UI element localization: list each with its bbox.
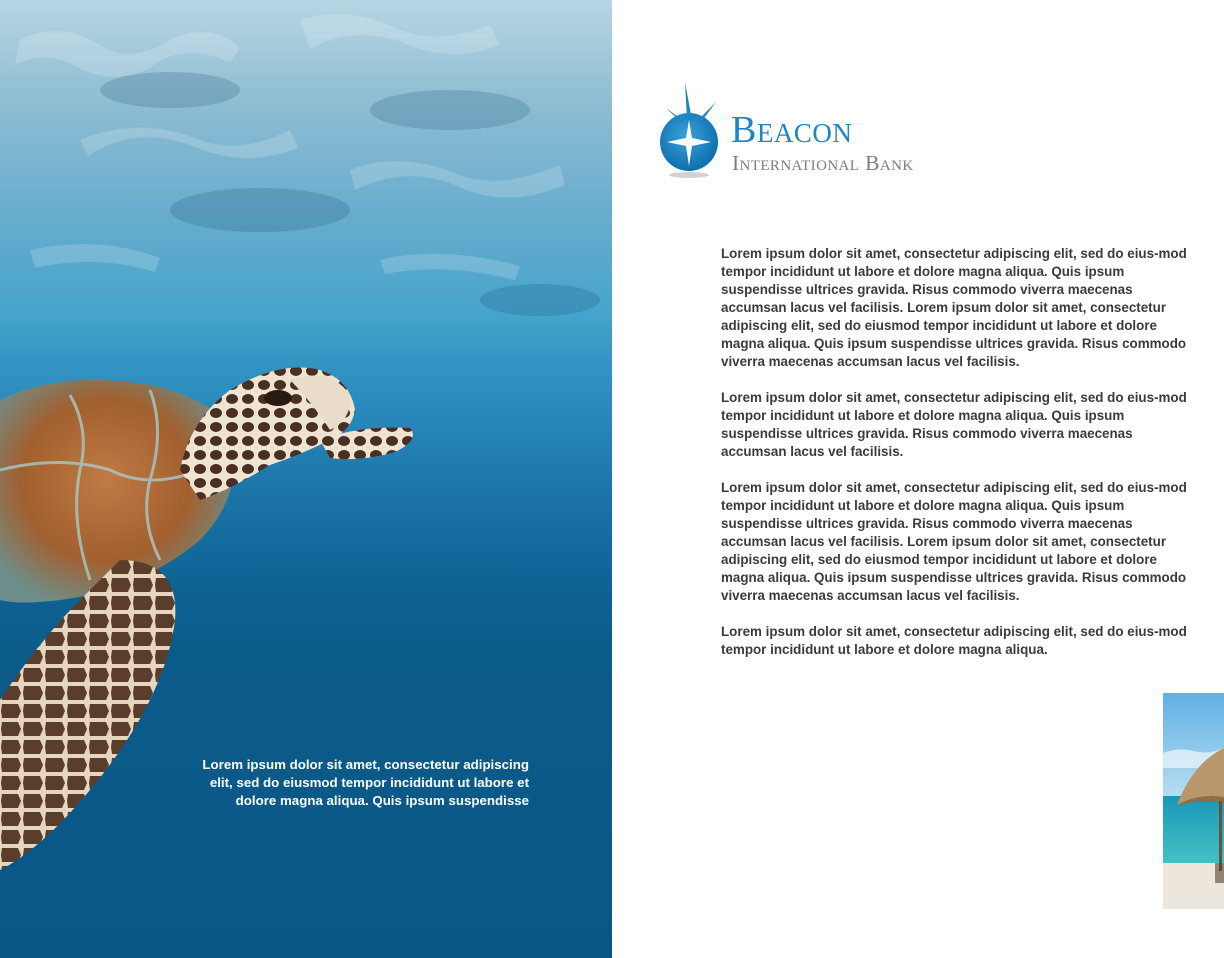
starburst-globe-icon (656, 80, 726, 180)
body-paragraph: Lorem ipsum dolor sit amet, consectetur adipiscing elit, sed do eius-mod tempor incididunt ut labore et dolore magna aliqua. Quis ipsum suspendisse ultrices gravida. Risus commodo viverra maecenas accumsan lacus vel facilisis. (721, 390, 1187, 459)
body-paragraph: Lorem ipsum dolor sit amet, consectetur adipiscing elit, sed do eius-mod tempor incididunt ut labore et dolore magna aliqua. Quis ipsum suspendisse ultrices gravida. Risus commodo viverra maecenas accumsan lacus vel facilisis. Lorem ipsum dolor sit amet, consectetur adipiscing elit, sed do eiusmod tempor incididunt ut labore et dolore magna aliqua. Quis ipsum suspendisse ultrices gravida. Risus commodo viverra maecenas accumsan lacus vel facilisis. (721, 480, 1187, 603)
left-caption: Lorem ipsum dolor sit amet, consectetur adipiscing elit, sed do eiusmod tempor incididunt ut labore et dolore magna aliqua. Quis ipsum suspendisse (202, 757, 529, 808)
body-paragraph: Lorem ipsum dolor sit amet, consectetur adipiscing elit, sed do eius-mod tempor incididunt ut labore et dolore magna aliqua. (721, 624, 1187, 657)
bank-logo (656, 80, 986, 180)
body-text (721, 245, 1191, 677)
logo-name: Beacon (731, 109, 853, 151)
logo-subtitle: International Bank (732, 151, 914, 175)
body-paragraph: Lorem ipsum dolor sit amet, consectetur adipiscing elit, sed do eius-mod tempor incididunt ut labore et dolore magna aliqua. Quis ipsum suspendisse ultrices gravida. Risus commodo viverra maecenas accumsan lacus vel facilisis. Lorem ipsum dolor sit amet, consectetur adipiscing elit, sed do eiusmod tempor incididunt ut labore et dolore magna aliqua. Quis ipsum suspendisse ultrices gravida. Risus commodo viverra maecenas accumsan lacus vel facilisis. (721, 246, 1187, 369)
beach-umbrella-photo (1163, 693, 1224, 909)
